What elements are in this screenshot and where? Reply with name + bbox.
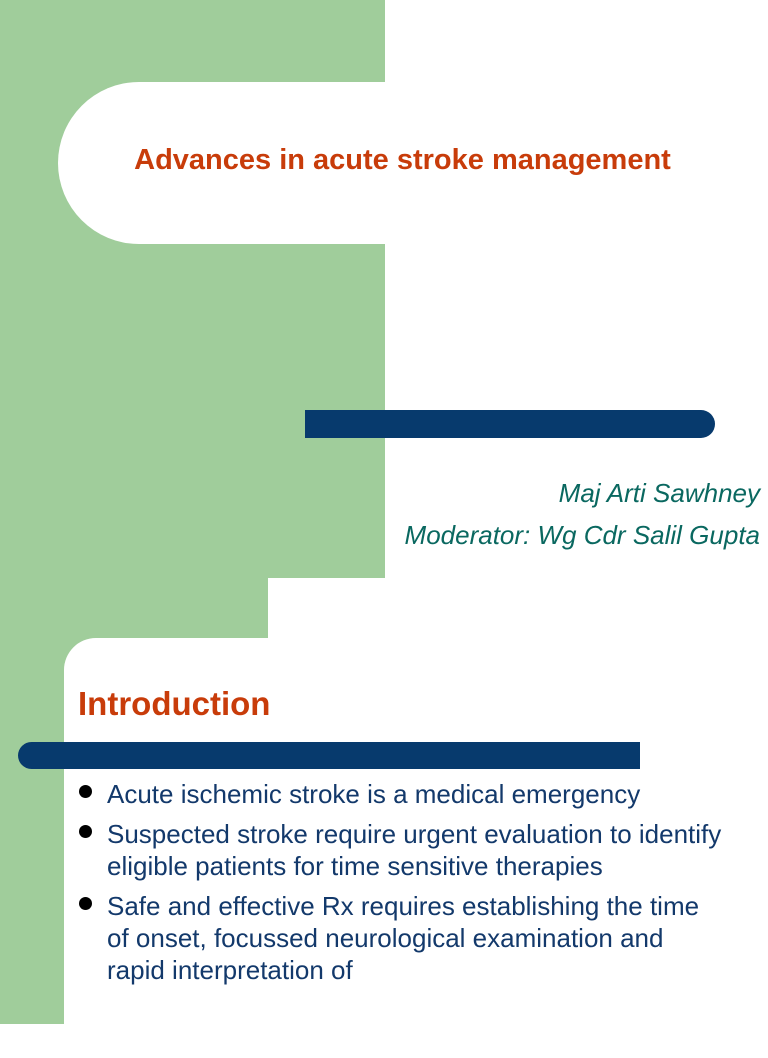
bullet-text: Safe and effective Rx requires establishing the time of onset, focussed neurological examination and rapid interpretation of <box>107 891 700 985</box>
list-item <box>72 818 722 882</box>
list-item <box>72 778 722 810</box>
slide-title: Advances in acute stroke management <box>134 144 671 176</box>
title-divider-bar <box>305 410 715 438</box>
bullet-dot-icon <box>79 825 92 838</box>
bullet-list <box>72 778 722 994</box>
bullet-dot-icon <box>79 897 92 910</box>
list-item <box>72 890 722 986</box>
bullet-text: Acute ischemic stroke is a medical emergency <box>107 779 641 809</box>
intro-heading: Introduction <box>78 685 271 722</box>
bullet-dot-icon <box>79 785 92 798</box>
author-name: Maj Arti Sawhney <box>558 478 760 508</box>
moderator-name: Moderator: Wg Cdr Salil Gupta <box>404 520 760 550</box>
bullet-text: Suspected stroke require urgent evaluation to identify eligible patients for time sensitive therapies <box>107 819 722 881</box>
intro-divider-bar <box>18 742 640 769</box>
